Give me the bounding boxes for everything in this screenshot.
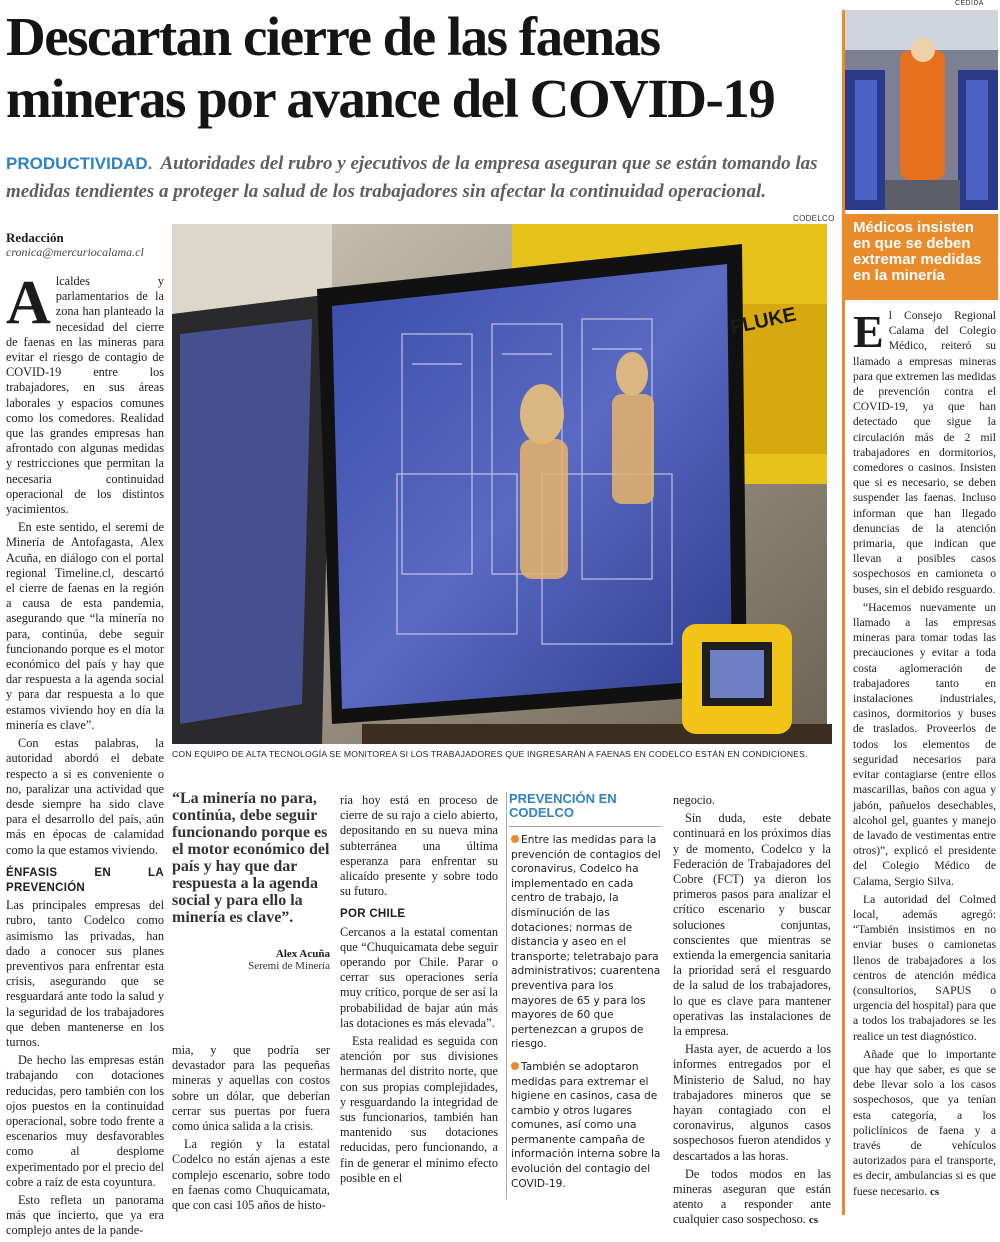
paragraph-text: l Consejo Regional Calama del Colegio Médico, reiteró su llamado a empresas mineras para que extremen las medidas de prevención contra el COVID-19, ya que han detectado que sigue la circulación más de 2 mil trabajadores en dormitorios, comedores o casinos. Insisten que si es necesario, se deben suspender las faenas. Incluso informan que han llegado denuncias de la atención primaria, que indican que llevan a posibles casos sospechosos en camioneta o buses, sin el debido resguardo. — [853, 309, 996, 596]
prevencion-item-text: También se adoptaron medidas para extremar el higiene en casinos, casa de cambio y otros lugares comunes, así como una permanente campaña de información interna sobre la evolución del contagio del COVID-19. — [511, 1060, 661, 1190]
prevencion-item — [511, 1060, 662, 1191]
bullet-icon — [511, 835, 519, 843]
sidebar — [842, 10, 998, 1215]
prevencion-title: PREVENCIÓN EN CODELCO — [509, 792, 662, 827]
paragraph: La región y la estatal Codelco no están ajenas a este complejo escenario, sobre todo en faenas como Chuquicamata, que con casi 105 años de histo- — [172, 1137, 330, 1213]
prevencion-box — [506, 792, 662, 1199]
paragraph-text: lcaldes y parlamentarios de la zona han planteado la necesidad del cierre de faenas en las mineras para evitar el riesgo de contagio de COVID-19 entre los trabajadores, en sus áreas laborales y espacios comunes como los comedores. Realidad que las grandes empresas han afrontado con algunas medidas y restricciones que permitan la necesaria continuidad operacional de los distintos yacimientos. — [6, 274, 164, 517]
deck — [6, 150, 836, 206]
column-2 — [172, 1043, 330, 1216]
bus-interior-image — [845, 10, 998, 210]
quote-role: Seremi de Minería — [248, 960, 330, 972]
main-photo — [172, 224, 827, 744]
deck-kicker: PRODUCTIVIDAD. — [6, 154, 153, 173]
paragraph-text: De todos modos en las mineras aseguran que están atento a responder ante cualquier caso sospechoso. — [673, 1166, 831, 1227]
paragraph: negocio. — [673, 793, 716, 807]
sidebar-body — [853, 308, 996, 1203]
paragraph — [853, 1047, 996, 1200]
paragraph: Esta realidad es seguida con atención por sus divisiones hermanas del distrito norte, que con sus propias complejidades, y resguardando la integridad de sus funcionarios, también han mantenido sus dotaciones reducidas, pero funcionando, a fin de generar el mínimo efecto posible en el — [340, 1034, 498, 1185]
pull-quote — [172, 790, 330, 972]
svg-text:FLUKE: FLUKE — [728, 303, 799, 339]
sidebar-photo — [845, 10, 998, 210]
byline-email[interactable]: cronica@mercuriocalama.cl — [6, 245, 144, 259]
paragraph: La autoridad del Colmed local, además agregó: “También insistimos en no enviar buses o camionetas llenos de trabajadores a los centros de atención médica (consultorios, SAPUS o urgencia del hospital) para que a todos los trabajadores se les realice un test diagnóstico. — [853, 892, 996, 1043]
paragraph — [673, 1167, 831, 1229]
prevencion-item — [511, 833, 662, 1052]
paragraph: mia, y que podría ser devastador para las pequeñas mineras y aquellas con costos sobre un dólar, que deberían cerrar sus puertas por fuera como única salida a la crisis. — [172, 1043, 330, 1134]
paragraph: Cercanos a la estatal comentan que “Chuquicamata debe seguir operando por Chile. Parar o cerrar sus operaciones sería muy crítico, porque de ser así la probabilidad de bajar aún más las dotaciones es más elevada”. — [340, 924, 498, 1030]
dropcap: E — [853, 306, 884, 357]
end-mark: cs — [929, 1185, 940, 1198]
paragraph: De hecho las empresas están trabajando con dotaciones reducidas, pero también con los ojos puestos en la continuidad operacional, sobre todo frente a escenarios muy desfavorables como al desplome experimentado por el precio del cobre a raíz de esta coyuntura. — [6, 1053, 164, 1189]
byline — [6, 230, 166, 260]
column-5 — [673, 793, 831, 1232]
paragraph — [6, 269, 164, 517]
paragraph-text: Añade que lo importante que hay que saber, es que se debe llevar solo a los casos sospechosos, que ya tenían esta categoría, a los policlínicos de faena y a través de vehículos autorizados para el transporte, es decir, ambulancias si es que fuese necesario. — [853, 1047, 996, 1198]
sidebar-title: Médicos insisten en que se deben extremar medidas en la minería — [845, 214, 998, 300]
headline: Descartan cierre de las faenas mineras por avance del COVID-19 — [6, 6, 775, 129]
paragraph: En este sentido, el seremi de Minería de Antofagasta, Alex Acuña, en diálogo con el portal regional Timeline.cl, descartó el cierre de faenas en la región a causa de esta pandemia, asegurando que “la minería no para, continúa, debe seguir funcionando porque es el motor económico del país y hay que dar respuesta a la agenda social y para dar respuesta a lo que estamos viviendo hoy en día la minería es clave”. — [6, 520, 164, 732]
prevencion-item-text: Entre las medidas para la prevención de contagios del coronavirus, Codelco ha implementado en cada centro de trabajo, la disminución de las dotaciones; normas de distancia y aseo en el transporte; teletrabajo para administrativos; cuarentena preventiva para los mayores de 65 y para los mayores de 60 que pertenezcan a grupos de riesgo. — [511, 834, 661, 1051]
column-1 — [6, 269, 164, 1242]
byline-name: Redacción — [6, 230, 64, 245]
paragraph: Con estas palabras, la autoridad abordó el debate respecto a si es conveniente o no, paralizar una actividad que desde siempre ha sido clave para el desarrollo del país, aún más en épocas de calamidad como la que estamos viviendo. — [6, 736, 164, 857]
dropcap: A — [6, 269, 51, 337]
paragraph: Esto refleta un panorama más que incierto, que ya era complejo antes de la pande- — [6, 1192, 164, 1238]
column-3 — [340, 793, 498, 1189]
thermal-monitor-image — [172, 224, 827, 744]
quote-text: “La minería no para, continúa, debe seguir funcionando porque es el motor económico del país y hay que dar respuesta a la agenda social y para ello la minería es clave”. — [172, 790, 330, 926]
paragraph: ria hoy está en proceso de cierre de su rajo a cielo abierto, depositando en su nueva mina subterránea una última esperanza para enfrentar su alicaído presente y sobre todo su futuro. — [340, 793, 498, 899]
paragraph — [853, 308, 996, 597]
paragraph: Sin duda, este debate continuará en los próximos días y de momento, Codelco y la Federación de Trabajadores del Cobre (FCT) ya dieron los primeros pasos para analizar el crítico escenario y buscar soluciones conjuntas, conscientes que mientras se extienda la emergencia sanitaria la prioridad será el resguardo de la salud de los trabajadores, lo que es clave para mantener operativas las instalaciones de la empresa. — [673, 811, 831, 1039]
subhead: ÉNFASIS EN LA PREVENCIÓN — [6, 866, 164, 894]
end-mark: cs — [808, 1214, 819, 1227]
photo-credit: CODELCO — [793, 214, 835, 223]
sidebar-photo-credit: CEDIDA — [955, 0, 984, 7]
deck-text: Autoridades del rubro y ejecutivos de la empresa aseguran que se están tomando las medidas tendientes a proteger la salud de los trabajadores sin afectar la continuidad operacional. — [6, 153, 818, 202]
paragraph: Hasta ayer, de acuerdo a los informes entregados por el Ministerio de Salud, no hay trabajadores mineros que se hayan contagiado con el coronavirus, algunos casos sospechosos fueron atendidos y descartados a las horas. — [673, 1042, 831, 1163]
quote-author: Alex Acuña — [275, 948, 330, 960]
paragraph: Las principales empresas del rubro, tanto Codelco como asimismo las privadas, han dado a conocer sus planes preventivos para enfrentar esta crisis, asegurando que se resguardará ante todo la salud y la seguridad de los trabajadores que deben mantenerse en los turnos. — [6, 898, 164, 1049]
photo-caption: CON EQUIPO DE ALTA TECNOLOGÍA SE MONITOREA SI LOS TRABAJADORES QUE INGRESARÁN A FAENAS EN CODELCO ESTÁN EN CONDICIONES. — [172, 749, 808, 759]
bullet-icon — [511, 1062, 519, 1070]
paragraph: “Hacemos nuevamente un llamado a las empresas mineras para tomar todas las precauciones y evitar a toda costa aglomeración de trabajadores tanto en instalaciones industriales, casinos, dormitorios y buses de traslados. Proveerlos de todos los elementos de seguridad necesarios para evitar contagiarse (entre ellos mascarillas, baños con agua y jabón, pañuelos desechables, alcohol gel, guantes y manejo de lavado de vestimentas entre otros)”, explicó el presidente del Colegio Médico de Calama, Sergio Silva. — [853, 600, 996, 888]
subhead: POR CHILE — [340, 908, 406, 921]
